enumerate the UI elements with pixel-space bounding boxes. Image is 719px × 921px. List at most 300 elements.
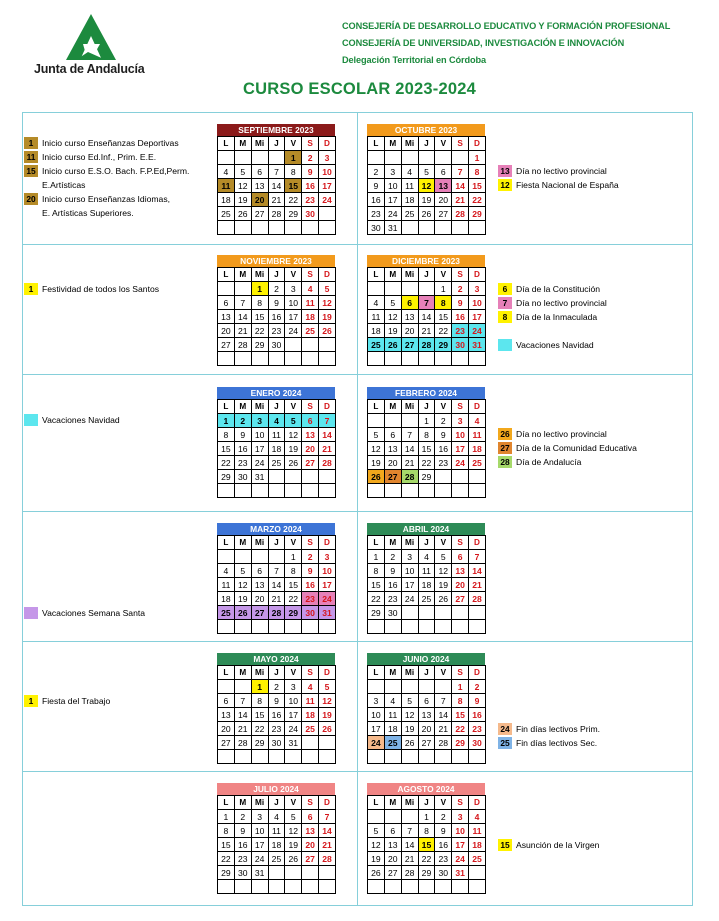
day-cell: 30 xyxy=(234,470,251,484)
day-cell: 29 xyxy=(285,606,302,620)
day-cell: 2 xyxy=(384,550,401,564)
day-cell: 3 xyxy=(285,282,302,296)
day-name: V xyxy=(285,536,302,550)
empty-day-cell xyxy=(218,680,235,694)
month-grid xyxy=(217,136,336,235)
empty-day-cell xyxy=(368,880,385,894)
day-name: M xyxy=(234,536,251,550)
day-name: Mi xyxy=(251,666,268,680)
empty-day-cell xyxy=(234,750,251,764)
day-cell: 25 xyxy=(302,722,319,736)
day-cell: 4 xyxy=(418,550,435,564)
legend-continuation: E.Artísticas xyxy=(42,180,86,190)
day-cell: 10 xyxy=(384,179,401,193)
day-cell: 25 xyxy=(469,852,486,866)
day-name: J xyxy=(418,536,435,550)
day-cell: 24 xyxy=(452,852,469,866)
day-name: D xyxy=(469,137,486,151)
day-cell: 14 xyxy=(268,578,285,592)
day-name: L xyxy=(368,268,385,282)
legend-swatch: 7 xyxy=(498,297,512,309)
day-cell: 2 xyxy=(452,282,469,296)
day-cell: 15 xyxy=(251,310,268,324)
day-cell: 12 xyxy=(285,824,302,838)
month-title: ABRIL 2024 xyxy=(367,523,485,535)
day-cell: 5 xyxy=(418,165,435,179)
day-cell: 13 xyxy=(218,708,235,722)
day-name: V xyxy=(285,268,302,282)
day-cell: 17 xyxy=(469,310,486,324)
legend-item xyxy=(24,151,189,165)
day-cell: 29 xyxy=(251,736,268,750)
day-cell: 3 xyxy=(251,414,268,428)
day-cell: 4 xyxy=(401,165,418,179)
empty-day-cell xyxy=(268,352,285,366)
day-name: D xyxy=(319,666,336,680)
day-cell: 8 xyxy=(469,165,486,179)
day-name: M xyxy=(234,268,251,282)
day-cell: 21 xyxy=(469,578,486,592)
empty-day-cell xyxy=(268,880,285,894)
calendar-row-5 xyxy=(22,641,693,772)
empty-day-cell xyxy=(319,750,336,764)
empty-day-cell xyxy=(384,352,401,366)
day-cell: 23 xyxy=(435,852,452,866)
empty-day-cell xyxy=(319,221,336,235)
day-cell: 7 xyxy=(469,550,486,564)
day-cell: 28 xyxy=(234,338,251,352)
month-july-2024 xyxy=(217,783,335,894)
day-name: L xyxy=(368,137,385,151)
day-cell: 31 xyxy=(319,606,336,620)
day-cell: 11 xyxy=(302,694,319,708)
day-cell: 17 xyxy=(285,310,302,324)
month-grid xyxy=(367,136,486,235)
day-cell: 2 xyxy=(268,680,285,694)
empty-day-cell xyxy=(401,810,418,824)
day-cell: 26 xyxy=(368,470,385,484)
empty-day-cell xyxy=(251,880,268,894)
day-cell: 17 xyxy=(452,442,469,456)
day-cell: 21 xyxy=(418,324,435,338)
day-cell: 19 xyxy=(319,310,336,324)
month-december-2023 xyxy=(367,255,485,366)
month-august-2024 xyxy=(367,783,485,894)
day-cell: 9 xyxy=(234,824,251,838)
day-cell: 18 xyxy=(418,578,435,592)
day-cell: 17 xyxy=(319,179,336,193)
legend-text: Día no lectivo provincial xyxy=(516,298,607,308)
day-cell: 11 xyxy=(384,708,401,722)
day-cell: 23 xyxy=(234,852,251,866)
day-cell: 18 xyxy=(218,193,235,207)
day-cell: 13 xyxy=(418,708,435,722)
empty-day-cell xyxy=(401,414,418,428)
empty-day-cell xyxy=(285,750,302,764)
day-cell: 22 xyxy=(418,456,435,470)
day-name: D xyxy=(469,268,486,282)
day-cell: 30 xyxy=(452,338,469,352)
day-cell: 9 xyxy=(435,428,452,442)
empty-day-cell xyxy=(435,221,452,235)
day-cell: 22 xyxy=(435,324,452,338)
day-name: D xyxy=(319,536,336,550)
day-cell: 20 xyxy=(302,442,319,456)
day-name: S xyxy=(302,796,319,810)
empty-day-cell xyxy=(302,221,319,235)
legend-september xyxy=(24,137,189,221)
day-cell: 19 xyxy=(435,578,452,592)
legend-text: Fin días lectivos Prim. xyxy=(516,724,601,734)
empty-day-cell xyxy=(368,282,385,296)
day-cell: 3 xyxy=(285,680,302,694)
empty-day-cell xyxy=(368,620,385,634)
empty-day-cell xyxy=(401,880,418,894)
legend-item xyxy=(498,297,607,311)
day-name: S xyxy=(302,536,319,550)
day-cell: 25 xyxy=(218,207,235,221)
day-cell: 31 xyxy=(384,221,401,235)
month-title: OCTUBRE 2023 xyxy=(367,124,485,136)
empty-day-cell xyxy=(251,352,268,366)
day-cell: 4 xyxy=(218,165,235,179)
month-grid xyxy=(217,399,336,498)
day-cell: 7 xyxy=(401,428,418,442)
empty-day-cell xyxy=(319,880,336,894)
logo-text: Junta de Andalucía xyxy=(34,62,145,76)
empty-day-cell xyxy=(319,484,336,498)
day-cell: 30 xyxy=(469,736,486,750)
day-name: L xyxy=(218,268,235,282)
empty-day-cell xyxy=(218,880,235,894)
day-name: L xyxy=(368,666,385,680)
day-name: J xyxy=(268,796,285,810)
day-cell: 20 xyxy=(384,852,401,866)
day-name: V xyxy=(435,666,452,680)
day-cell: 7 xyxy=(234,694,251,708)
day-cell: 10 xyxy=(285,296,302,310)
legend-march xyxy=(24,607,145,621)
day-cell: 7 xyxy=(319,810,336,824)
empty-day-cell xyxy=(302,620,319,634)
empty-day-cell xyxy=(251,620,268,634)
day-cell: 6 xyxy=(302,810,319,824)
day-cell: 8 xyxy=(418,428,435,442)
month-march-2024 xyxy=(217,523,335,634)
day-cell: 16 xyxy=(302,179,319,193)
day-cell: 27 xyxy=(384,470,401,484)
day-cell: 9 xyxy=(234,428,251,442)
month-title: MAYO 2024 xyxy=(217,653,335,665)
legend-text: Día no lectivo provincial xyxy=(516,429,607,439)
day-name: V xyxy=(285,400,302,414)
empty-day-cell xyxy=(234,620,251,634)
day-cell: 17 xyxy=(319,578,336,592)
month-grid xyxy=(367,535,486,634)
day-cell: 7 xyxy=(452,165,469,179)
empty-day-cell xyxy=(435,606,452,620)
day-cell: 11 xyxy=(469,824,486,838)
legend-text: Inicio curso Enseñanzas Deportivas xyxy=(42,138,179,148)
legend-swatch: 13 xyxy=(498,165,512,177)
day-cell: 19 xyxy=(234,193,251,207)
day-cell: 11 xyxy=(418,564,435,578)
legend-swatch: 12 xyxy=(498,179,512,191)
legend-october xyxy=(498,165,619,193)
day-cell: 26 xyxy=(234,606,251,620)
day-cell: 7 xyxy=(401,824,418,838)
day-cell: 28 xyxy=(401,470,418,484)
day-name: L xyxy=(368,796,385,810)
day-cell: 15 xyxy=(285,179,302,193)
day-cell: 22 xyxy=(251,324,268,338)
legend-text: Fin días lectivos Sec. xyxy=(516,738,598,748)
month-june-2024 xyxy=(367,653,485,764)
day-cell: 31 xyxy=(285,736,302,750)
legend-item xyxy=(498,428,637,442)
day-cell: 3 xyxy=(368,694,385,708)
day-name: J xyxy=(268,268,285,282)
day-cell: 12 xyxy=(319,296,336,310)
legend-january xyxy=(24,414,120,428)
day-name: Mi xyxy=(251,536,268,550)
day-cell: 29 xyxy=(218,866,235,880)
day-cell: 10 xyxy=(319,165,336,179)
day-cell: 28 xyxy=(452,207,469,221)
day-cell: 8 xyxy=(435,296,452,310)
day-cell: 29 xyxy=(469,207,486,221)
day-name: D xyxy=(319,268,336,282)
day-cell: 1 xyxy=(251,282,268,296)
empty-day-cell xyxy=(384,282,401,296)
day-cell: 29 xyxy=(368,606,385,620)
empty-day-cell xyxy=(268,151,285,165)
legend-text: Día de la Inmaculada xyxy=(516,312,598,322)
day-cell: 31 xyxy=(469,338,486,352)
month-february-2024 xyxy=(367,387,485,498)
day-cell: 12 xyxy=(401,708,418,722)
day-cell: 24 xyxy=(469,324,486,338)
day-cell: 11 xyxy=(268,428,285,442)
empty-day-cell xyxy=(418,680,435,694)
legend-june xyxy=(498,723,600,751)
day-cell: 28 xyxy=(268,606,285,620)
day-cell: 11 xyxy=(401,179,418,193)
day-cell: 30 xyxy=(268,338,285,352)
month-title: MARZO 2024 xyxy=(217,523,335,535)
day-cell: 18 xyxy=(469,442,486,456)
day-cell: 23 xyxy=(469,722,486,736)
day-cell: 2 xyxy=(268,282,285,296)
day-name: Mi xyxy=(251,137,268,151)
empty-day-cell xyxy=(469,470,486,484)
day-cell: 11 xyxy=(268,824,285,838)
legend-swatch: 6 xyxy=(498,283,512,295)
day-cell: 8 xyxy=(285,564,302,578)
day-cell: 7 xyxy=(268,165,285,179)
empty-day-cell xyxy=(268,484,285,498)
day-cell: 2 xyxy=(302,151,319,165)
day-cell: 30 xyxy=(302,207,319,221)
empty-day-cell xyxy=(452,620,469,634)
day-cell: 12 xyxy=(319,694,336,708)
empty-day-cell xyxy=(384,484,401,498)
empty-day-cell xyxy=(401,750,418,764)
empty-day-cell xyxy=(251,151,268,165)
legend-may xyxy=(24,695,110,709)
day-cell: 20 xyxy=(218,324,235,338)
day-cell: 14 xyxy=(401,838,418,852)
day-cell: 25 xyxy=(384,736,401,750)
empty-day-cell xyxy=(268,750,285,764)
legend-text: Festividad de todos los Santos xyxy=(42,284,160,294)
day-cell: 20 xyxy=(452,578,469,592)
day-cell: 29 xyxy=(218,470,235,484)
day-cell: 27 xyxy=(418,736,435,750)
month-grid xyxy=(217,535,336,634)
day-cell: 21 xyxy=(234,324,251,338)
day-cell: 17 xyxy=(452,838,469,852)
empty-day-cell xyxy=(268,550,285,564)
day-cell: 7 xyxy=(319,414,336,428)
empty-day-cell xyxy=(251,550,268,564)
day-cell: 9 xyxy=(469,694,486,708)
empty-day-cell xyxy=(218,352,235,366)
day-name: L xyxy=(218,137,235,151)
day-cell: 27 xyxy=(251,207,268,221)
day-cell: 29 xyxy=(418,866,435,880)
legend-swatch xyxy=(498,339,512,351)
legend-text: Vacaciones Navidad xyxy=(516,340,594,350)
day-name: Mi xyxy=(401,536,418,550)
day-cell: 22 xyxy=(368,592,385,606)
day-name: V xyxy=(435,268,452,282)
empty-day-cell xyxy=(469,880,486,894)
empty-day-cell xyxy=(368,750,385,764)
day-name: D xyxy=(319,137,336,151)
day-name: V xyxy=(435,137,452,151)
day-cell: 16 xyxy=(234,838,251,852)
legend-item xyxy=(498,311,607,325)
day-cell: 24 xyxy=(285,722,302,736)
day-cell: 1 xyxy=(435,282,452,296)
empty-day-cell xyxy=(452,151,469,165)
empty-day-cell xyxy=(368,810,385,824)
empty-day-cell xyxy=(452,470,469,484)
day-cell: 17 xyxy=(285,708,302,722)
day-cell: 23 xyxy=(435,456,452,470)
day-cell: 4 xyxy=(302,680,319,694)
day-cell: 5 xyxy=(285,810,302,824)
empty-day-cell xyxy=(418,484,435,498)
empty-day-cell xyxy=(268,470,285,484)
day-cell: 23 xyxy=(268,324,285,338)
day-cell: 10 xyxy=(401,564,418,578)
day-cell: 16 xyxy=(435,838,452,852)
empty-day-cell xyxy=(435,484,452,498)
day-cell: 9 xyxy=(268,694,285,708)
day-cell: 9 xyxy=(368,179,385,193)
day-cell: 26 xyxy=(435,592,452,606)
day-cell: 22 xyxy=(251,722,268,736)
day-cell: 16 xyxy=(435,442,452,456)
day-cell: 19 xyxy=(368,852,385,866)
empty-day-cell xyxy=(368,352,385,366)
day-name: V xyxy=(285,796,302,810)
empty-day-cell xyxy=(285,484,302,498)
day-cell: 29 xyxy=(251,338,268,352)
day-name: D xyxy=(319,400,336,414)
empty-day-cell xyxy=(302,338,319,352)
day-cell: 31 xyxy=(251,470,268,484)
legend-text: Día no lectivo provincial xyxy=(516,166,607,176)
day-cell: 30 xyxy=(368,221,385,235)
day-cell: 18 xyxy=(384,722,401,736)
day-cell: 22 xyxy=(285,592,302,606)
month-title: NOVIEMBRE 2023 xyxy=(217,255,335,267)
day-name: L xyxy=(218,400,235,414)
day-name: L xyxy=(218,536,235,550)
day-cell: 27 xyxy=(452,592,469,606)
legend-text: Vacaciones Semana Santa xyxy=(42,608,146,618)
empty-day-cell xyxy=(401,151,418,165)
day-cell: 27 xyxy=(384,866,401,880)
day-cell: 26 xyxy=(319,722,336,736)
day-name: D xyxy=(319,796,336,810)
day-cell: 1 xyxy=(452,680,469,694)
empty-day-cell xyxy=(401,606,418,620)
delegation-line: Delegación Territorial en Córdoba xyxy=(342,55,487,65)
day-name: J xyxy=(268,666,285,680)
day-cell: 19 xyxy=(285,838,302,852)
day-cell: 18 xyxy=(302,708,319,722)
day-cell: 12 xyxy=(384,310,401,324)
day-name: J xyxy=(268,137,285,151)
day-cell: 20 xyxy=(251,592,268,606)
day-cell: 13 xyxy=(384,838,401,852)
day-cell: 22 xyxy=(469,193,486,207)
day-cell: 10 xyxy=(368,708,385,722)
day-cell: 6 xyxy=(302,414,319,428)
day-cell: 16 xyxy=(268,708,285,722)
empty-day-cell xyxy=(251,221,268,235)
day-cell: 4 xyxy=(302,282,319,296)
month-title: FEBRERO 2024 xyxy=(367,387,485,399)
day-cell: 6 xyxy=(384,428,401,442)
legend-swatch: 11 xyxy=(24,151,38,163)
legend-item xyxy=(24,283,159,297)
day-cell: 22 xyxy=(285,193,302,207)
day-cell: 13 xyxy=(452,564,469,578)
day-cell: 5 xyxy=(234,564,251,578)
empty-day-cell xyxy=(368,414,385,428)
day-cell: 25 xyxy=(401,207,418,221)
empty-day-cell xyxy=(469,750,486,764)
empty-day-cell xyxy=(251,484,268,498)
day-cell: 11 xyxy=(368,310,385,324)
empty-day-cell xyxy=(268,620,285,634)
day-cell: 21 xyxy=(452,193,469,207)
day-cell: 28 xyxy=(418,338,435,352)
day-cell: 2 xyxy=(469,680,486,694)
day-cell: 25 xyxy=(418,592,435,606)
empty-day-cell xyxy=(319,352,336,366)
empty-day-cell xyxy=(384,151,401,165)
day-cell: 28 xyxy=(435,736,452,750)
day-cell: 4 xyxy=(268,810,285,824)
day-cell: 7 xyxy=(435,694,452,708)
month-october-2023 xyxy=(367,124,485,235)
